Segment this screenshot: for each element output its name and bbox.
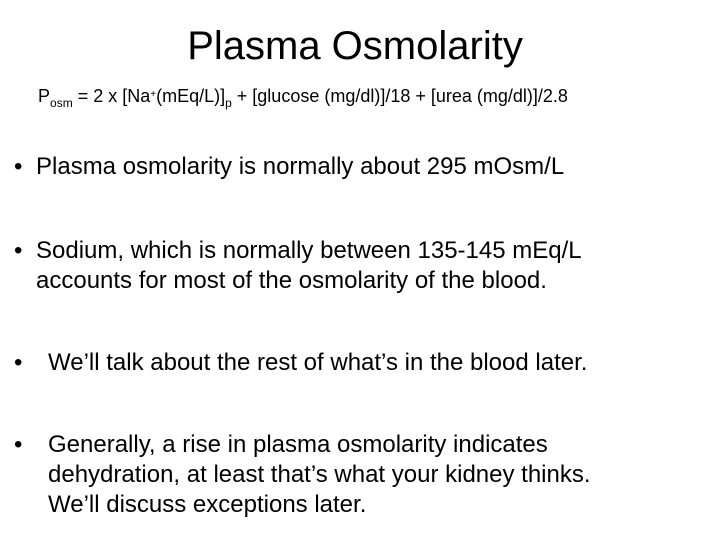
formula-p: P xyxy=(38,86,51,106)
formula-part-2: (mEq/L)] xyxy=(156,86,226,106)
bullet-line: We’ll discuss exceptions later. xyxy=(48,491,367,518)
formula-plus-superscript: + xyxy=(150,89,157,100)
bullet-text xyxy=(48,430,591,520)
bullet-item-1 xyxy=(14,152,704,182)
formula-part-1: = 2 x [Na xyxy=(72,86,151,106)
bullet-dot: • xyxy=(14,153,23,180)
formula-part-3: + [glucose (mg/dl)]/18 + [urea (mg/dl)]/2.8 xyxy=(231,86,568,106)
formula-osm-subscript: osm xyxy=(50,96,73,110)
bullet-item-3 xyxy=(14,348,704,378)
bullet-line: Generally, a rise in plasma osmolarity indicates xyxy=(48,431,548,458)
bullet-dot: • xyxy=(14,237,23,264)
bullet-item-4 xyxy=(14,430,704,520)
bullet-text xyxy=(36,152,564,182)
bullet-line: We’ll talk about the rest of what’s in the blood later. xyxy=(48,349,588,376)
osmolarity-formula xyxy=(38,84,568,108)
bullet-line: Sodium, which is normally between 135-145 mEq/L xyxy=(36,237,582,264)
bullet-line: Plasma osmolarity is normally about 295 mOsm/L xyxy=(36,153,565,180)
bullet-item-2 xyxy=(14,236,704,296)
slide-title: Plasma Osmolarity xyxy=(187,24,523,68)
bullet-line: dehydration, at least that’s what your kidney thinks. xyxy=(48,461,591,488)
bullet-text xyxy=(36,236,582,296)
bullet-line: accounts for most of the osmolarity of the blood. xyxy=(36,267,547,294)
bullet-dot: • xyxy=(14,349,23,376)
bullet-dot: • xyxy=(14,431,23,458)
bullet-text xyxy=(48,348,587,378)
formula-p-subscript: p xyxy=(225,96,232,110)
